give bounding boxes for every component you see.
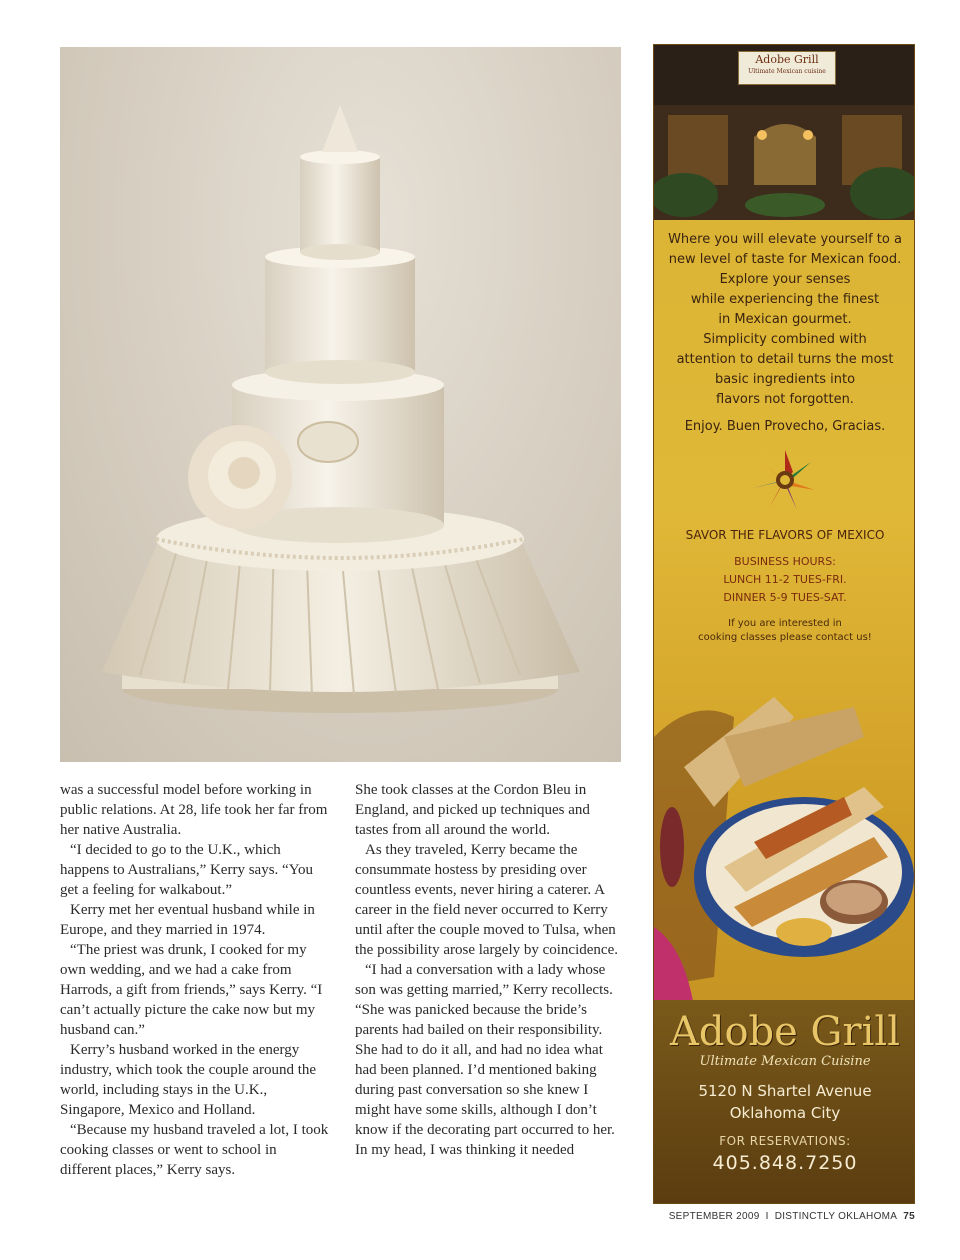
- paragraph: Kerry’s husband worked in the energy industry, which took the couple around the world, including stays in the U.K., Singapore, Mexico and Holland.: [60, 1042, 317, 1118]
- issue-date: SEPTEMBER 2009: [668, 1211, 760, 1222]
- business-hours: [654, 553, 915, 607]
- paragraph: She took classes at the Cordon Bleu in England, and picked up techniques and tastes from all around the world.: [355, 782, 590, 838]
- ad-contact-block: [654, 1000, 915, 1204]
- classes-line: cooking classes please contact us!: [698, 632, 872, 643]
- sign-name: Adobe Grill: [755, 53, 819, 66]
- address-line: 5120 N Shartel Avenue: [698, 1082, 872, 1100]
- sun-logo-icon: [740, 445, 830, 515]
- ad-closing: Enjoy. Buen Provecho, Gracias.: [684, 419, 886, 434]
- restaurant-address: [654, 1080, 915, 1124]
- paragraph: “The priest was drunk, I cooked for my own wedding, and we had a cake from Harrods, a gift from friends,” says Kerry. “I can’t actually picture the cake now but my husband can.”: [60, 942, 323, 1038]
- adobe-grill-logo: Adobe Grill: [669, 1009, 901, 1055]
- magazine-name: DISTINCTLY OKLAHOMA: [774, 1211, 898, 1222]
- article-column-2: [355, 780, 623, 1160]
- classes-line: If you are interested in: [728, 618, 842, 629]
- article-column-1: [60, 780, 330, 1180]
- paragraph: was a successful model before working in public relations. At 28, life took her far from her native Australia.: [60, 782, 328, 838]
- paragraph: As they traveled, Kerry became the consummate hostess by presiding over countless events, never hiring a caterer. A career in the field never occurred to Kerry until after the couple moved to Tulsa, when the possibility arose largely by coincidence.: [355, 842, 618, 958]
- paragraph: “I had a conversation with a lady whose son was getting married,” Kerry recollects. “She was panicked because the bride’s parents had bailed on their responsibility. She had to do it all, and had no idea what had been planned. I’d mentioned baking during past conversation so she knew I might have some skills, although I don’t know if the decorating part occurred to her. In my head, I was thinking it needed: [355, 962, 615, 1158]
- ad-copy-line: Explore your senses: [719, 272, 851, 287]
- paragraph: “I decided to go to the U.K., which happens to Australians,” Kerry says. “You get a feeling for walkabout.”: [60, 842, 314, 898]
- hours-line: BUSINESS HOURS:: [734, 555, 836, 568]
- cooking-classes-note: [654, 617, 915, 645]
- ad-copy-line: flavors not forgotten.: [716, 392, 854, 407]
- ad-copy-line: attention to detail turns the most: [676, 352, 894, 367]
- hours-line: LUNCH 11-2 TUES-FRI.: [723, 573, 847, 586]
- ad-copy-line: while experiencing the finest: [690, 292, 880, 307]
- restaurant-storefront-photo: [654, 45, 915, 220]
- ad-copy-line: basic ingredients into: [714, 372, 856, 387]
- ad-copy-line: new level of taste for Mexican food.: [668, 252, 902, 267]
- ad-description: [654, 230, 915, 410]
- ad-savor-heading: SAVOR THE FLAVORS OF MEXICO: [685, 528, 885, 542]
- ad-copy-line: Simplicity combined with: [703, 332, 867, 347]
- phone-number: 405.848.7250: [712, 1152, 858, 1174]
- sign-tagline: Ultimate Mexican cuisine: [748, 68, 826, 75]
- hours-line: DINNER 5-9 TUES-SAT.: [723, 591, 847, 604]
- reservations-label: FOR RESERVATIONS:: [719, 1134, 851, 1148]
- restaurant-sign: [738, 51, 836, 85]
- ad-copy-line: in Mexican gourmet.: [718, 312, 852, 327]
- adobe-grill-advertisement: [653, 44, 915, 1204]
- paragraph: “Because my husband traveled a lot, I took cooking classes or went to school in different places,” Kerry says.: [60, 1122, 329, 1178]
- page-footer: [669, 1211, 915, 1222]
- tamale-plate-photo: [654, 677, 915, 1007]
- ad-copy-line: Where you will elevate yourself to a: [668, 232, 902, 247]
- page-number: 75: [903, 1211, 915, 1222]
- brand-tagline: Ultimate Mexican Cuisine: [699, 1054, 871, 1069]
- address-line: Oklahoma City: [729, 1104, 841, 1122]
- footer-separator: I: [765, 1211, 769, 1222]
- cake-photo: [60, 47, 621, 762]
- paragraph: Kerry met her eventual husband while in Europe, and they married in 1974.: [60, 902, 315, 938]
